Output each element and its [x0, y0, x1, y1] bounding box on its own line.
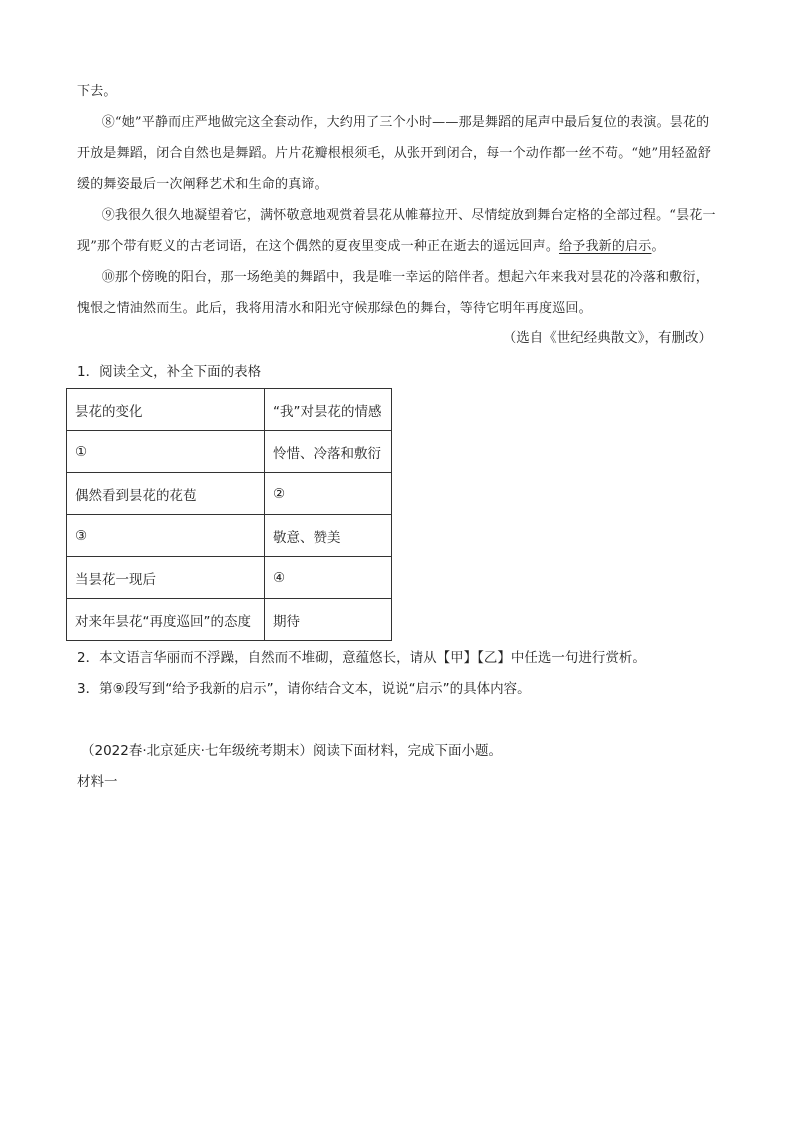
source-citation: （选自《世纪经典散文》，有删改） [502, 330, 712, 346]
paragraph-9 [77, 200, 717, 262]
table-row [67, 515, 392, 557]
table-cell: 怜惜、冷落和敷衍 [265, 431, 392, 473]
table-cell: 对来年昙花“再度巡回”的态度 [67, 599, 265, 641]
answer-table [66, 388, 392, 641]
table-header-cell: 昙花的变化 [67, 389, 265, 431]
table-header-cell: “我”对昙花的情感 [265, 389, 392, 431]
table-row [67, 431, 392, 473]
paragraph-9-text: ⑨我很久很久地凝望着它，满怀敬意地观赏着昙花从帷幕拉开、尽情绽放到舞台定格的全部过程。“昙花一现”那个带有贬义的古老词语，在这个偶然的夏夜里变成一种正在逝去的遥远回声。 [77, 208, 716, 254]
table-cell: ③ [67, 515, 265, 557]
question-1: 1．阅读全文，补全下面的表格 [77, 364, 262, 380]
material-label: 材料一 [77, 774, 118, 790]
table-cell: 敬意、赞美 [265, 515, 392, 557]
table-cell: ① [67, 431, 265, 473]
question-2: 2．本文语言华丽而不浮躁，自然而不堆砌，意蕴悠长，请从【甲】【乙】中任选一句进行赏析。 [77, 650, 646, 666]
paragraph-10: ⑩那个傍晚的阳台，那一场绝美的舞蹈中，我是唯一幸运的陪伴者。想起六年来我对昙花的冷落和敷衍，愧恨之情油然而生。此后，我将用清水和阳光守候那绿色的舞台，等待它明年再度巡回。 [77, 270, 709, 316]
table-row [67, 557, 392, 599]
table-row [67, 473, 392, 515]
section-intro: （2022春·北京延庆·七年级统考期末）阅读下面材料，完成下面小题。 [81, 743, 502, 759]
table-header-row [67, 389, 392, 431]
paragraph-8: ⑧“她”平静而庄严地做完这全套动作，大约用了三个小时——那是舞蹈的尾声中最后复位的表演。昙花的开放是舞蹈，闭合自然也是舞蹈。片片花瓣根根须毛，从张开到闭合，每一个动作都一丝不苟。“她”用轻盈舒缓的舞姿最后一次阐释艺术和生命的真谛。 [77, 115, 712, 192]
table-cell: 当昙花一现后 [67, 557, 265, 599]
paragraph-continuation: 下去。 [77, 84, 117, 99]
table-cell: ④ [265, 557, 392, 599]
table-row [67, 599, 392, 641]
question-3: 3．第⑨段写到“给予我新的启示”，请你结合文本，说说“启示”的具体内容。 [77, 681, 531, 697]
table-cell: ② [265, 473, 392, 515]
table-cell: 期待 [265, 599, 392, 641]
table-cell: 偶然看到昙花的花苞 [67, 473, 265, 515]
underlined-phrase: 给予我新的启示 [559, 239, 652, 254]
paragraph-9-end: 。 [651, 239, 665, 254]
